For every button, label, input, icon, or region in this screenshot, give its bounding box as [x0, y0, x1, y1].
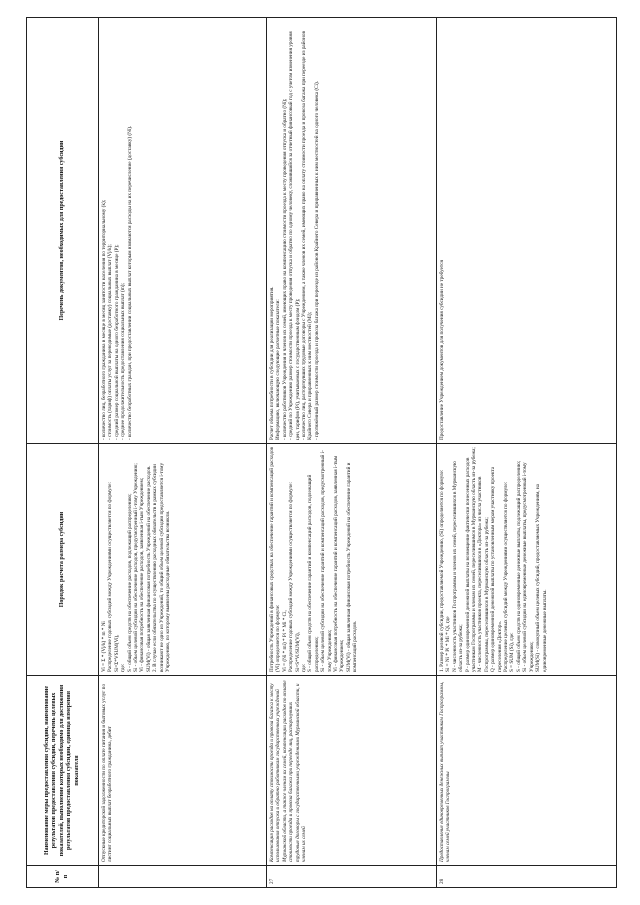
calc-line: Vi - финансовая потребность на обеспечение расходов, заявленная i-тым Учреждением; [139, 477, 146, 672]
row-docs [437, 18, 617, 444]
docs-line: - количество работников Учреждения и членов их семей, имеющих право на компенсацию стоимости проезда к месту проведения отпуска и обратно (Ni); [281, 98, 288, 440]
row-calc [267, 444, 437, 676]
row-num: 28 [437, 866, 617, 888]
row-name: Предоставление единовременных денежных выплат участникам Госпрограммы, членам семей участников Госпрограммы [437, 676, 617, 866]
table-header-row [27, 18, 99, 888]
row-name: Отпускные кредиторской задолженности по оплате питания и бытовых услуг по листинг социальных выплат безработного гражданина, дебит [99, 676, 267, 866]
calc-line: где: [301, 663, 308, 672]
calc-line: M - численность участников проекта, переселившихся в «Доктора» из числа участников Госпрограммы, переселившихся в Мурманскую область из-за рубежа; [477, 476, 490, 672]
row-calc [99, 444, 267, 676]
calc-line: S - общий объем средств на обеспечение расходов, подлежащий распределению; [126, 493, 133, 672]
calc-line: Vi = Σ * (Vj/k) * m * Ni [101, 621, 107, 672]
calc-line: Si=Σ*VSUM(Vi), [113, 634, 120, 672]
calc-line: S = SUM (Si), где: [509, 632, 516, 672]
calc-line: P - размер единовременной денежной выплаты на возмещение фактически понесенных расходов участникам Госпрограммы и членам их семей, переселившимся в Мурманскую область из-за рубежа; [464, 447, 478, 672]
calc-line: Q - размер единовременной денежной выплаты по установленным мерам участнику проекта переселения «Доктор». [490, 466, 503, 672]
docs-line: - средний по Учреждению размер стоимости проезда к месту проведения отпуска и обратно по одному человеку, сложившийся за отчетный финансовый год с учетом изменения уровня цен, тарифов (Pi), учитываемых с государственным фондом (P); [288, 31, 301, 440]
row-calc [437, 444, 617, 676]
docs-line: Расчет объема потребности в субсидии для реализации мероприятия. [269, 286, 275, 440]
row-name: Компенсация расходов на оплату стоимости проезда и провоза багажа к месту использования отпуска и обратно работникам государственных учреждений Мурманской области, а также членам их семей, компенсации расходов по оплате стоимости проезда и провоза багажа при переезде лиц, расторгнувших трудовые договоры с государственными учреждениями Мурманской области, и членам их семей [267, 676, 437, 866]
row-docs [267, 18, 437, 444]
docs-line: - протяжённый размер стоимости проезда и провоза багажа при переезде из районов Крайнего Севера и приравненных к ним местностей на одного человека (Ci). [313, 80, 320, 440]
docs-line: Предоставление Учреждением документов для получения субсидии не требуется [439, 260, 445, 440]
docs-line: - количество лиц, безработного гражданина в месяце в месяц занятости населения по территориальному (k); [101, 199, 107, 440]
docs-line: - среднее продолжительность предоставления социальных выплат (m); [120, 283, 127, 440]
row-num [99, 866, 267, 888]
header-calc: Порядок расчета размера субсидии [27, 444, 99, 676]
calc-line: Vi - финансовая потребность на обеспечение гарантий и компенсаций расходов, заявленная i-тым Учреждением; [333, 455, 346, 672]
calc-line: где: [120, 663, 127, 672]
docs-line: - стоимость (тариф) оплаты услуг за переводимые (доставку) социальных выплат (Vj/k); [107, 244, 114, 440]
docs-line: - средний размер социальной выплаты на одного безработного гражданина в месяце (P); [113, 244, 120, 440]
table-row [437, 18, 617, 888]
docs-line: - количество безработных граждан, при предоставлении социальных выплат которым взимаются расходы на их перечисление (доставку) (Ni). [126, 125, 133, 440]
header-name: Наименование меры предоставления субсидии, наименование результатов предоставления субсидии, перечень целевых показателей, выполнение которых необходимо для достижения результатов предоставления субсидии, единица измерения показателя [27, 676, 99, 866]
calc-line: Si = Ni * Pi * Mi * Qi, где [445, 616, 452, 672]
calc-line: N - численность участников Госпрограммы и членов их семей, переселившихся в Мурманскую область из-за рубежа; [451, 461, 465, 672]
calc-line: Si=S*Vi/SUM(Vi), [294, 632, 301, 672]
calc-line: Si - объем целевой субсидии на обеспечение расходов, предусмотренный i-тому Учреждению; [133, 463, 140, 672]
calc-line: Vi = (Ni * mi) * Pi * Mi * Ci, [281, 610, 288, 672]
header-num: № п/п [27, 866, 99, 888]
table-row [267, 18, 437, 888]
rotated-page [26, 18, 616, 888]
calc-line: Потребность Учреждений в финансовых средствах на обеспечение гарантий и компенсаций расходов (Vi) определяется по формуле: [269, 447, 282, 672]
header-docs: Перечень документов, необходимых для предоставления субсидии [27, 18, 99, 444]
docs-line: Информацию, включающую следующие расчетные показатели: [275, 299, 282, 440]
calc-line: Si - объем целевой субсидии на единовременные денежные выплаты, предусмотренный i-тому Учреждению; [522, 462, 535, 672]
calc-line: SUM(Vi) - общая заявленная финансовая потребность Учреждений на обеспечение расходов. [145, 465, 152, 672]
calc-line: 2. В случае если обязательства по осуществлению расходных обязательств в рамках субсидии возникают не одно из Учреждений, то общий объем целевой субсидии предоставляется i-тому Учреждению, по которому выявлены расходные обязательства возникли. [152, 462, 172, 672]
row-docs [99, 18, 267, 444]
row-num: 27 [267, 866, 437, 888]
calc-line: 1. Размер целевой субсидии, предоставляемой Учреждению, (Si) определяется по формуле: [439, 469, 445, 672]
calc-line: Распределение целевых субсидий между Учреждениями осуществляется по формуле: [503, 481, 510, 672]
calc-line: S - общий объем средств на единовременные денежные выплаты, подлежащий распределению; [515, 460, 522, 672]
docs-line: - количество лиц, расторгнувших трудовые договоры с Учреждением, а также членов их семей, имеющих право на оплату стоимости проезда и провоза багажа при переезде из районов Крайнего Севера и приравненных к ним местностей (Mi); [301, 31, 314, 440]
calc-line: S - общий объем средств на обеспечение гарантий и компенсаций расходов, подлежащий распределению; [307, 474, 320, 672]
table-row [99, 18, 267, 888]
subsidy-table [26, 17, 617, 888]
calc-line: Si - объем целевой субсидии на обеспечение гарантий и компенсаций расходов, предусмотренный i-тому Учреждению; [320, 450, 333, 672]
calc-line: Распределение годовых субсидий между Учреждениями осуществляется по формуле: [288, 482, 295, 672]
calc-line: SUM(Vi) - общая заявленная финансовая потребность Учреждений на обеспечение гарантий и компенсаций расходов. [345, 462, 359, 672]
calc-line: Распределение годовых субсидий между Учреждениями осуществляется по формуле: [107, 482, 114, 672]
calc-line: SUM(Si) - совокупный объем целевых субсидий, предоставляемых Учреждениям, на единовременные денежные выплаты. [535, 484, 548, 672]
